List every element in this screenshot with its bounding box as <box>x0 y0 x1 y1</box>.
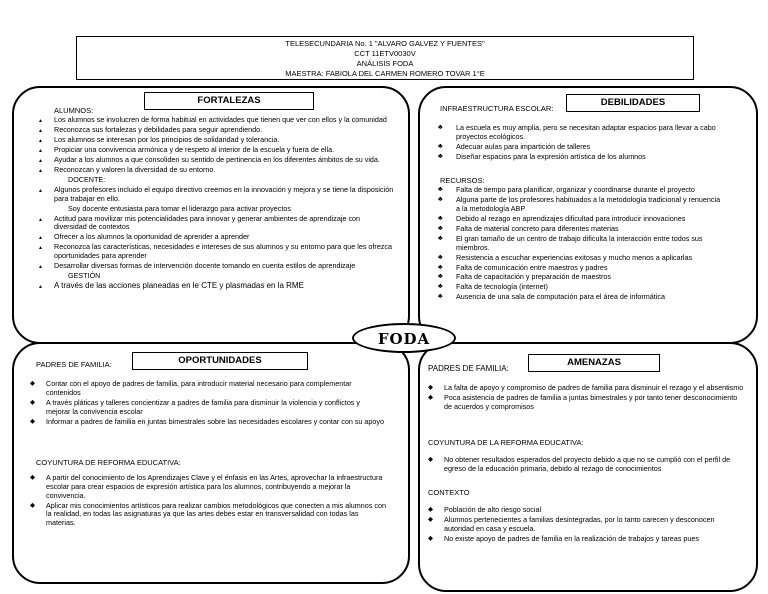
document-header <box>76 36 694 80</box>
fortalezas-panel <box>12 86 410 344</box>
padres-label: PADRES DE FAMILIA: <box>428 364 509 373</box>
debilidades-panel <box>418 86 758 344</box>
docente-label: DOCENTE: <box>68 174 106 184</box>
list-item: ▲ A través de las acciones planeadas en le CTE y plasmadas en la RME <box>34 282 394 291</box>
school-cct: CCT 11ETV0030V <box>354 49 416 58</box>
debilidades-title: DEBILIDADES <box>566 94 700 112</box>
amenazas-panel <box>418 342 758 592</box>
reforma-label: COYUNTURA DE LA REFORMA EDUCATIVA: <box>428 438 584 447</box>
recursos-label: RECURSOS: <box>440 176 485 185</box>
list-item: ◆ Población de alto riesgo social <box>424 506 744 515</box>
list-item: ▲ Reconozcan y valoren la diversidad de su entorno. <box>34 166 394 175</box>
amenazas-contexto-list <box>424 506 744 545</box>
list-item: ♣ Debido al rezago en aprendizajes dificultad para introducir innovaciones <box>424 215 724 224</box>
infraestructura-label: INFRAESTRUCTURA ESCOLAR: <box>440 104 554 113</box>
teacher-name: MAESTRA: FABIOLA DEL CARMEN ROMERO TOVAR 1°E <box>285 69 485 78</box>
list-item: ▲ Desarrollar diversas formas de intervención docente tomando en cuenta estilos de aprendizaje <box>34 262 394 271</box>
gestion-label: GESTIÓN <box>68 271 101 281</box>
list-item: ♣ La escuela es muy amplia, pero se necesitan adaptar espacios para llevar a cabo proyectos ecológicos. <box>424 124 724 142</box>
amenazas-reforma-list <box>424 456 744 475</box>
list-item: ▲ Reconozca sus fortalezas y debilidades para seguir aprendiendo. <box>34 126 394 135</box>
list-item: ♣ Falta de capacitación y preparación de maestros <box>424 273 724 282</box>
list-item: ◆ La falta de apoyo y compromiso de padres de familia para disminuir el rezago y el absentismo <box>424 384 744 393</box>
list-item: ▲ Ofrecer a los alumnos la oportunidad de aprender a aprender <box>34 233 394 242</box>
list-item: ▲ Reconozca las características, necesidades e intereses de sus alumnos y su entorno para que les ofrezca oportunidades para aprender <box>34 243 394 261</box>
list-item: ♣ Falta de material concreto para diferentes materias <box>424 225 724 234</box>
docente-note: Soy docente entusiasta para tomar el liderazgo para activar proyectos <box>68 203 291 213</box>
list-item: ♣ Falta de comunicación entre maestros y padres <box>424 264 724 273</box>
recursos-list <box>424 186 724 303</box>
list-item: ▲ Los alumnos se involucren de forma habitual en actividades que tienen que ver con ellos y la comunidad <box>34 116 394 125</box>
list-item: ♣ Falta de tecnología (internet) <box>424 283 724 292</box>
foda-center-label: FODA <box>352 323 456 353</box>
contexto-label: CONTEXTO <box>428 488 470 497</box>
list-item: ◆ Aplicar mis conocimientos artísticos para realizar cambios metodológicos que conecten a mis alumnos con la realidad, en todas las asignaturas ya que las artes debes estar en transversalidad con todas las materias. <box>26 502 386 528</box>
list-item: ◆ Alumnos pertenecientes a familias desintegradas, por lo tanto carecen y desconocen autoridad en casa y escuela. <box>424 516 744 534</box>
list-item: ♣ Diseñar espacios para la expresión artística de los alumnos <box>424 153 724 162</box>
analysis-title: ANÁLISIS FODA <box>356 59 414 68</box>
alumnos-label: ALUMNOS: <box>54 106 94 115</box>
list-item: ♣ Falta de tiempo para planificar, organizar y coordinarse durante el proyecto <box>424 186 724 195</box>
fortalezas-title: FORTALEZAS <box>144 92 314 110</box>
list-item: ◆ Informar a padres de familia en juntas bimestrales sobre las necesidades escolares y contar con su apoyo <box>26 418 386 427</box>
list-item: ♣ Alguna parte de los profesores habituados a la metodología tradicional y renuencia a la metodología ABP <box>424 196 724 214</box>
list-item: ◆ No existe apoyo de padres de familia en la realización de trabajos y tareas pues <box>424 535 744 544</box>
list-item: ▲ Los alumnos se interesan por los principios de solidaridad y tolerancia. <box>34 136 394 145</box>
list-item: ◆ A partir del conocimiento de los Aprendizajes Clave y el énfasis en las Artes, aprovechar la infraestructura escolar para crear espacios de expresión artística para los alumnos, contribuyendo a mejorar la convivencia. <box>26 474 386 500</box>
padres-label: PADRES DE FAMILIA: <box>36 360 112 369</box>
infraestructura-list <box>424 124 724 163</box>
oportunidades-panel <box>12 342 410 584</box>
amenazas-padres-list <box>424 384 744 413</box>
list-item: ♣ Ausencia de una sala de computación para el área de informática <box>424 293 724 302</box>
list-item: ♣ El gran tamaño de un centro de trabajo dificulta la interacción entre todos sus miembros. <box>424 235 724 253</box>
reforma-label: COYUNTURA DE REFORMA EDUCATIVA: <box>36 458 181 467</box>
list-item: ▲ Algunos profesores incluido el equipo directivo creemos en la innovación y mejora y se tiene la disposición para trabajar en ello. <box>34 186 394 204</box>
list-item: ♣ Adecuar aulas para impartición de talleres <box>424 143 724 152</box>
oportunidades-title: OPORTUNIDADES <box>132 352 308 370</box>
list-item: ◆ No obtener resultados esperados del proyecto debido a que no se cumplió con el perfil de egreso de la educación primaria, debido al rezago de conocimientos <box>424 456 744 474</box>
list-item: ◆ Poca asistencia de padres de familia a juntas bimestrales y por tanto tener desconocimiento de acuerdos y compromisos <box>424 394 744 412</box>
school-name: TELESECUNDARIA No. 1 "ALVARO GALVEZ Y FUENTES" <box>285 39 485 48</box>
fortalezas-list <box>34 116 394 292</box>
list-item: ♣ Resistencia a escuchar experiencias exitosas y mucho menos a aplicarlas <box>424 254 724 263</box>
oportunidades-padres-list <box>26 380 386 428</box>
list-item: ▲ Ayudar a los alumnos a que consoliden su sentido de pertinencia en los diferentes ámbitos de su vida. <box>34 156 394 165</box>
list-item: ▲ Propiciar una convivencia armónica y de respeto al interior de la escuela y fuera de ella. <box>34 146 394 155</box>
list-item: ◆ A través pláticas y talleres concientizar a padres de familia para disminuir la violencia y conflictos y mejorar la convivencia escolar <box>26 399 386 417</box>
list-item: ▲ Actitud para movilizar mis potencialidades para innovar y generar ambientes de aprendizaje con diversidad de contextos <box>34 215 394 233</box>
oportunidades-reforma-list <box>26 474 386 529</box>
amenazas-title: AMENAZAS <box>528 354 660 372</box>
list-item: ◆ Contar con el apoyo de padres de familia, para introducir material necesario para complementar contenidos <box>26 380 386 398</box>
